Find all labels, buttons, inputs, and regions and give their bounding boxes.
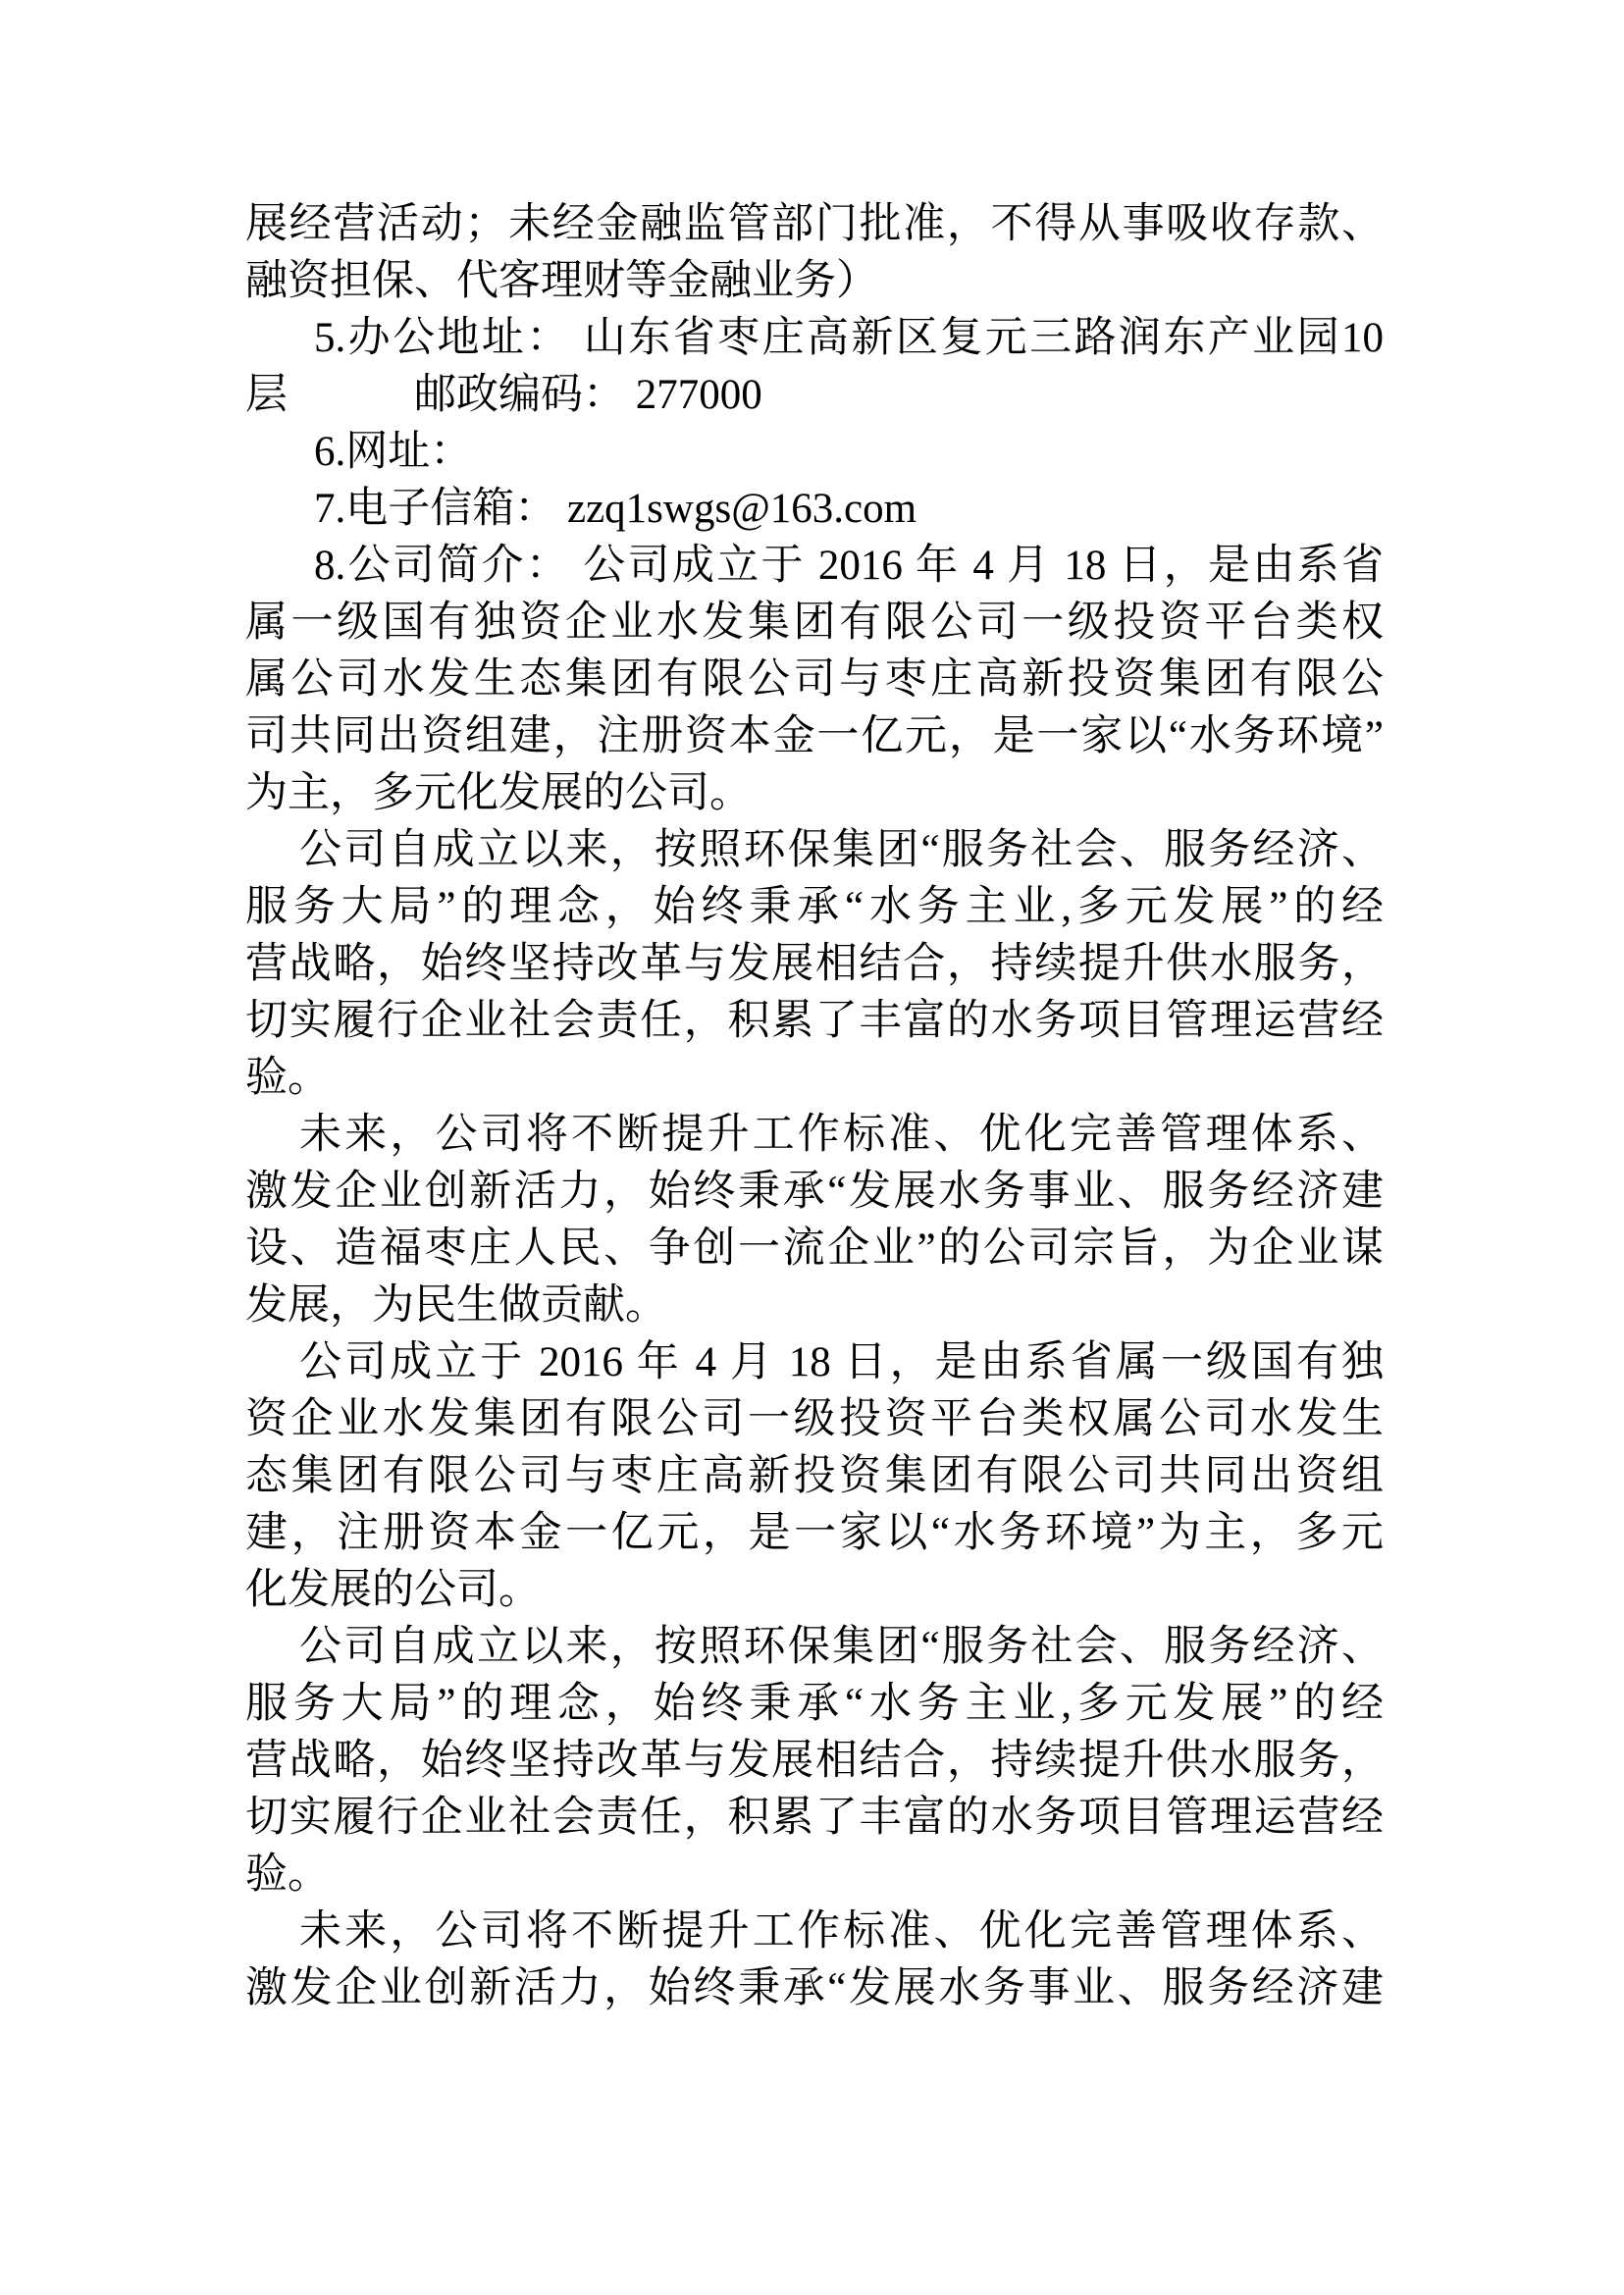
text-line: 营战略，始终坚持改革与发展相结合，持续提升供水服务， [245,941,1384,987]
text-line: 切实履行企业社会责任，积累了丰富的水务项目管理运营经 [245,998,1384,1044]
text-line: 公司成立于 2016 年 4 月 18 日，是由系省属一级国有独 [299,1339,1384,1385]
text-line: 服务大局”的理念，始终秉承“水务主业,多元发展”的经 [245,884,1384,930]
text-line: 建，注册资本金一亿元，是一家以“水务环境”为主，多元 [245,1510,1384,1556]
text-line: 营战略，始终坚持改革与发展相结合，持续提升供水服务， [245,1738,1384,1784]
text-line: 公司自成立以来，按照环保集团“服务社会、服务经济、 [299,1624,1384,1670]
text-line: 资企业水发集团有限公司一级投资平台类权属公司水发生 [245,1396,1384,1442]
text-line: 为主，多元化发展的公司。 [245,770,752,816]
text-line: 属公司水发生态集团有限公司与枣庄高新投资集团有限公 [245,656,1384,703]
text-line: 验。 [245,1852,330,1898]
text-line: 验。 [245,1055,330,1101]
text-line: 属一级国有独资企业水发集团有限公司一级投资平台类权 [245,600,1384,646]
text-line-office-address: 5.办公地址： 山东省枣庄高新区复元三路润东产业园10 [314,315,1384,361]
text-line: 未来，公司将不断提升工作标准、优化完善管理体系、 [299,1112,1384,1158]
text-line: 激发企业创新活力，始终秉承“发展水务事业、服务经济建 [245,1169,1384,1215]
text-line: 未来，公司将不断提升工作标准、优化完善管理体系、 [299,1908,1384,1955]
text-line: 展经营活动；未经金融监管部门批准，不得从事吸收存款、 [245,201,1384,247]
text-block [245,196,1384,2017]
text-line: 激发企业创新活力，始终秉承“发展水务事业、服务经济建 [245,1965,1384,2011]
text-line: 公司自成立以来，按照环保集团“服务社会、服务经济、 [299,827,1384,873]
text-line: 融资担保、代客理财等金融业务） [245,258,878,304]
text-line-company-profile: 8.公司简介： 公司成立于 2016 年 4 月 18 日，是由系省 [314,543,1384,589]
text-line-email: 7.电子信箱： zzq1swgs@163.com [314,486,917,532]
text-line: 切实履行企业社会责任，积累了丰富的水务项目管理运营经 [245,1795,1384,1841]
text-line: 设、造福枣庄人民、争创一流企业”的公司宗旨，为企业谋 [245,1226,1384,1272]
text-line-postal-code: 层 邮政编码： 277000 [245,372,762,418]
text-line: 态集团有限公司与枣庄高新投资集团有限公司共同出资组 [245,1453,1384,1499]
text-line: 服务大局”的理念，始终秉承“水务主业,多元发展”的经 [245,1681,1384,1727]
text-line: 司共同出资组建，注册资本金一亿元，是一家以“水务环境” [245,713,1384,759]
text-line-website: 6.网址： [314,429,473,475]
text-line: 发展，为民生做贡献。 [245,1282,667,1329]
text-line: 化发展的公司。 [245,1567,541,1613]
